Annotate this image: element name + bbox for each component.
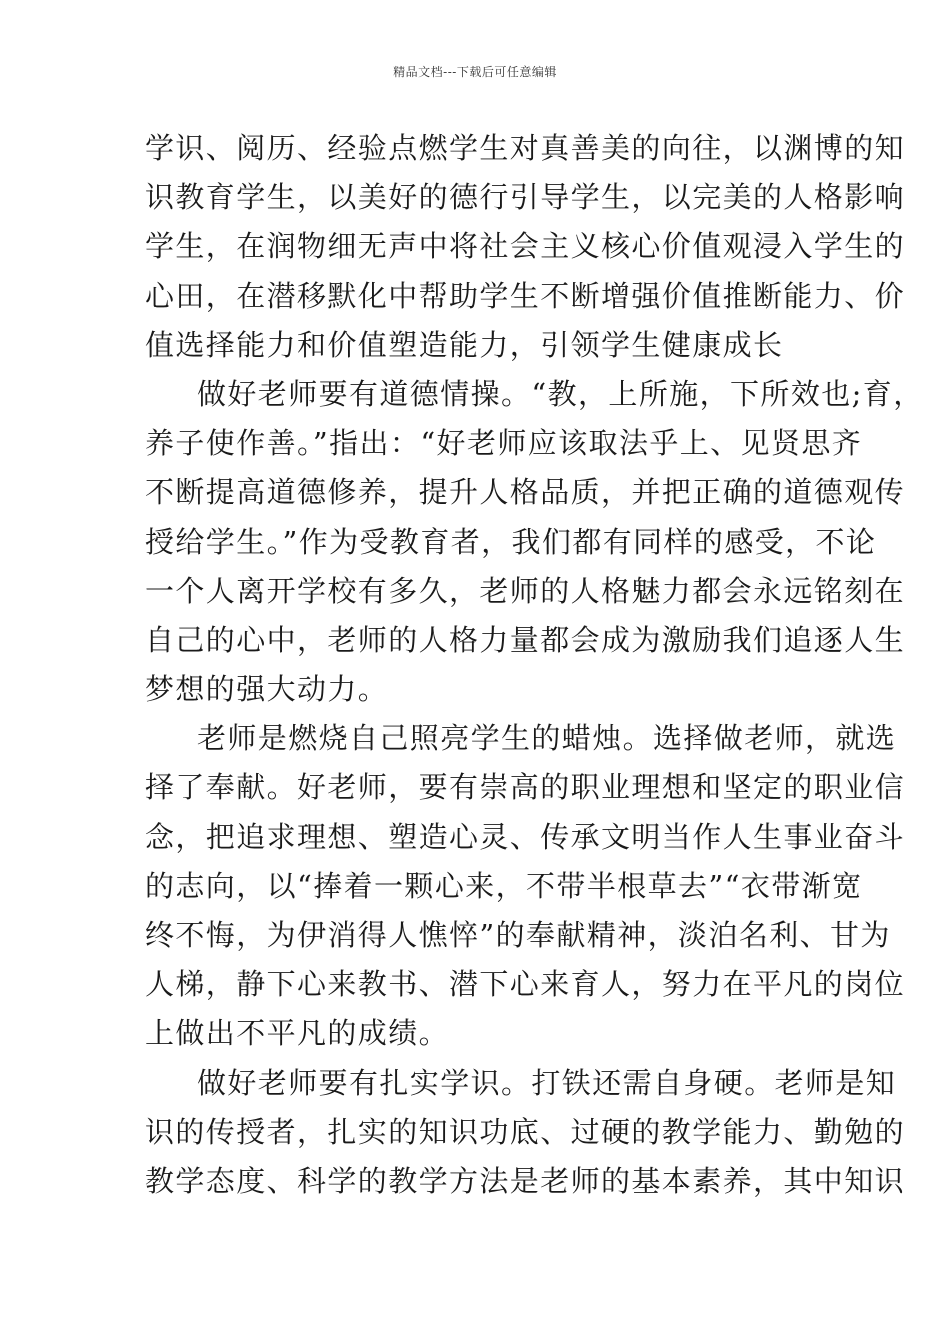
text-line: 择了奉献。好老师，要有崇高的职业理想和坚定的职业信 [145, 770, 906, 805]
text-line: 识的传授者，扎实的知识功底、过硬的教学能力、勤勉的 [145, 1114, 906, 1149]
text-line: 学生，在润物细无声中将社会主义核心价值观浸入学生的 [145, 229, 906, 264]
text-line: 念，把追求理想、塑造心灵、传承文明当作人生事业奋斗 [145, 819, 906, 854]
text-line: 上做出不平凡的成绩。 [145, 1016, 450, 1051]
text-line: 人梯，静下心来教书、潜下心来育人，努力在平凡的岗位 [145, 967, 906, 1002]
text-line: 养子使作善。”指出：“好老师应该取法乎上、见贤思齐 [145, 426, 863, 461]
text-line: 心田，在潜移默化中帮助学生不断增强价值推断能力、价 [145, 278, 906, 313]
text-line: 做好老师要有道德情操。“教，上所施，下所效也;育， [197, 376, 924, 411]
text-line: 终不悔，为伊消得人憔悴”的奉献精神，淡泊名利、甘为 [145, 918, 891, 952]
text-line: 识教育学生，以美好的德行引导学生，以完美的人格影响 [145, 180, 906, 215]
text-line: 不断提高道德修养，提升人格品质，并把正确的道德观传 [145, 475, 906, 510]
page-header: 精品文档---下载后可任意编辑 [393, 65, 557, 79]
text-line: 梦想的强大动力。 [145, 672, 389, 707]
text-line: 自己的心中，老师的人格力量都会成为激励我们追逐人生 [145, 622, 906, 657]
text-line: 的志向，以“捧着一颗心来，不带半根草去”“衣带渐宽 [145, 868, 863, 903]
text-line: 做好老师要有扎实学识。打铁还需自身硬。老师是知 [197, 1065, 897, 1100]
text-line: 一个人离开学校有多久，老师的人格魅力都会永远铭刻在 [145, 573, 906, 608]
text-line: 教学态度、科学的教学方法是老师的基本素养，其中知识 [145, 1163, 906, 1198]
text-line: 学识、阅历、经验点燃学生对真善美的向往，以渊博的知 [145, 131, 906, 165]
text-line: 授给学生。”作为受教育者，我们都有同样的感受，不论 [145, 524, 877, 559]
document-body [145, 124, 924, 1206]
text-line: 值选择能力和价值塑造能力，引领学生健康成长 [145, 327, 784, 362]
text-line: 老师是燃烧自己照亮学生的蜡烛。选择做老师，就选 [197, 721, 897, 756]
